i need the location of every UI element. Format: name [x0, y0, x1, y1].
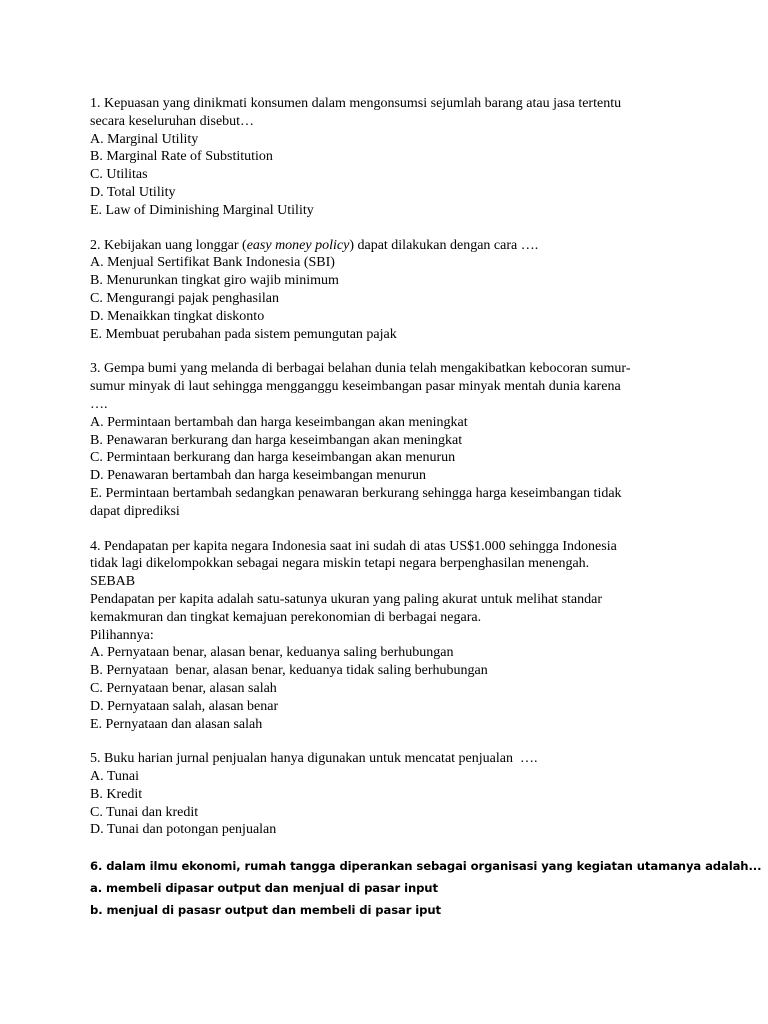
answer-option: D. Pernyataan salah, alasan benar — [90, 698, 279, 714]
answer-option: A. Pernyataan benar, alasan benar, keduanya saling berhubungan — [90, 645, 454, 661]
question-1 — [90, 95, 690, 220]
question-3 — [90, 360, 690, 520]
answer-option: D. Penawaran bertambah dan harga keseimbangan menurun — [90, 468, 427, 484]
answer-option: A. Menjual Sertifikat Bank Indonesia (SBI) — [90, 255, 335, 271]
question-stem-line: 1. Kepuasan yang dinikmati konsumen dalam mengonsumsi sejumlah barang atau jasa tertentu — [90, 96, 622, 111]
stem-text-before: 2. Kebijakan uang longgar ( — [90, 237, 247, 253]
question-stem-line: …. — [90, 396, 108, 412]
question-stem-line: tidak lagi dikelompokkan sebagai negara miskin tetapi negara berpenghasilan menengah. — [90, 556, 590, 572]
choices-label: Pilihannya: — [90, 627, 154, 643]
stem-text-after: ) dapat dilakukan dengan cara …. — [349, 237, 539, 253]
answer-option: C. Permintaan berkurang dan harga keseimbangan akan menurun — [90, 450, 456, 466]
answer-option: b. menjual di pasasr output dan membeli di pasar iput — [90, 903, 441, 918]
stem-italic-term: easy money policy — [246, 237, 350, 253]
answer-option: a. membeli dipasar output dan menjual di pasar input — [90, 881, 438, 896]
question-6 — [90, 855, 762, 921]
answer-option: D. Tunai dan potongan penjualan — [90, 822, 277, 838]
question-stem-line: 6. dalam ilmu ekonomi, rumah tangga diperankan sebagai organisasi yang kegiatan utamanya adalah... — [90, 859, 762, 874]
answer-option: B. Penawaran berkurang dan harga keseimbangan akan meningkat — [90, 432, 463, 448]
question-stem-line — [90, 237, 690, 255]
question-stem-line: secara keseluruhan disebut… — [90, 113, 255, 129]
answer-option: B. Pernyataan benar, alasan benar, keduanya tidak saling berhubungan — [90, 663, 488, 679]
answer-option: D. Menaikkan tingkat diskonto — [90, 308, 265, 324]
answer-option: E. Law of Diminishing Marginal Utility — [90, 202, 314, 218]
answer-option: C. Pernyataan benar, alasan salah — [90, 680, 277, 696]
question-stem-line: 4. Pendapatan per kapita negara Indonesia saat ini sudah di atas US$1.000 sehingga Indonesia — [90, 538, 617, 554]
question-4 — [90, 538, 690, 734]
question-stem-line: Pendapatan per kapita adalah satu-satunya ukuran yang paling akurat untuk melihat standar — [90, 591, 602, 607]
question-stem-line: kemakmuran dan tingkat kemajuan perekonomian di berbagai negara. — [90, 609, 482, 625]
answer-option: B. Kredit — [90, 786, 143, 802]
answer-option: A. Permintaan bertambah dan harga keseimbangan akan meningkat — [90, 414, 468, 430]
answer-option: C. Tunai dan kredit — [90, 804, 199, 820]
answer-option: E. Pernyataan dan alasan salah — [90, 716, 263, 732]
answer-option: E. Permintaan bertambah sedangkan penawaran berkurang sehingga harga keseimbangan tidak — [90, 485, 622, 501]
question-5 — [90, 750, 690, 839]
sebab-keyword: SEBAB — [90, 574, 136, 590]
answer-option: A. Tunai — [90, 769, 140, 785]
question-stem-line: 5. Buku harian jurnal penjualan hanya digunakan untuk mencatat penjualan …. — [90, 751, 538, 767]
question-sheet — [90, 95, 762, 938]
question-stem-line: 3. Gempa bumi yang melanda di berbagai belahan dunia telah mengakibatkan kebocoran sumur- — [90, 361, 631, 377]
answer-option: B. Menurunkan tingkat giro wajib minimum — [90, 273, 339, 289]
answer-option: C. Utilitas — [90, 167, 148, 183]
question-2 — [90, 237, 690, 344]
answer-option-continuation: dapat diprediksi — [90, 503, 180, 519]
answer-option: E. Membuat perubahan pada sistem pemungutan pajak — [90, 326, 397, 342]
answer-option: C. Mengurangi pajak penghasilan — [90, 290, 279, 306]
question-stem-line: sumur minyak di laut sehingga mengganggu keseimbangan pasar minyak mentah dunia karena — [90, 379, 621, 395]
answer-option: A. Marginal Utility — [90, 131, 199, 147]
answer-option: D. Total Utility — [90, 184, 176, 200]
answer-option: B. Marginal Rate of Substitution — [90, 149, 273, 165]
